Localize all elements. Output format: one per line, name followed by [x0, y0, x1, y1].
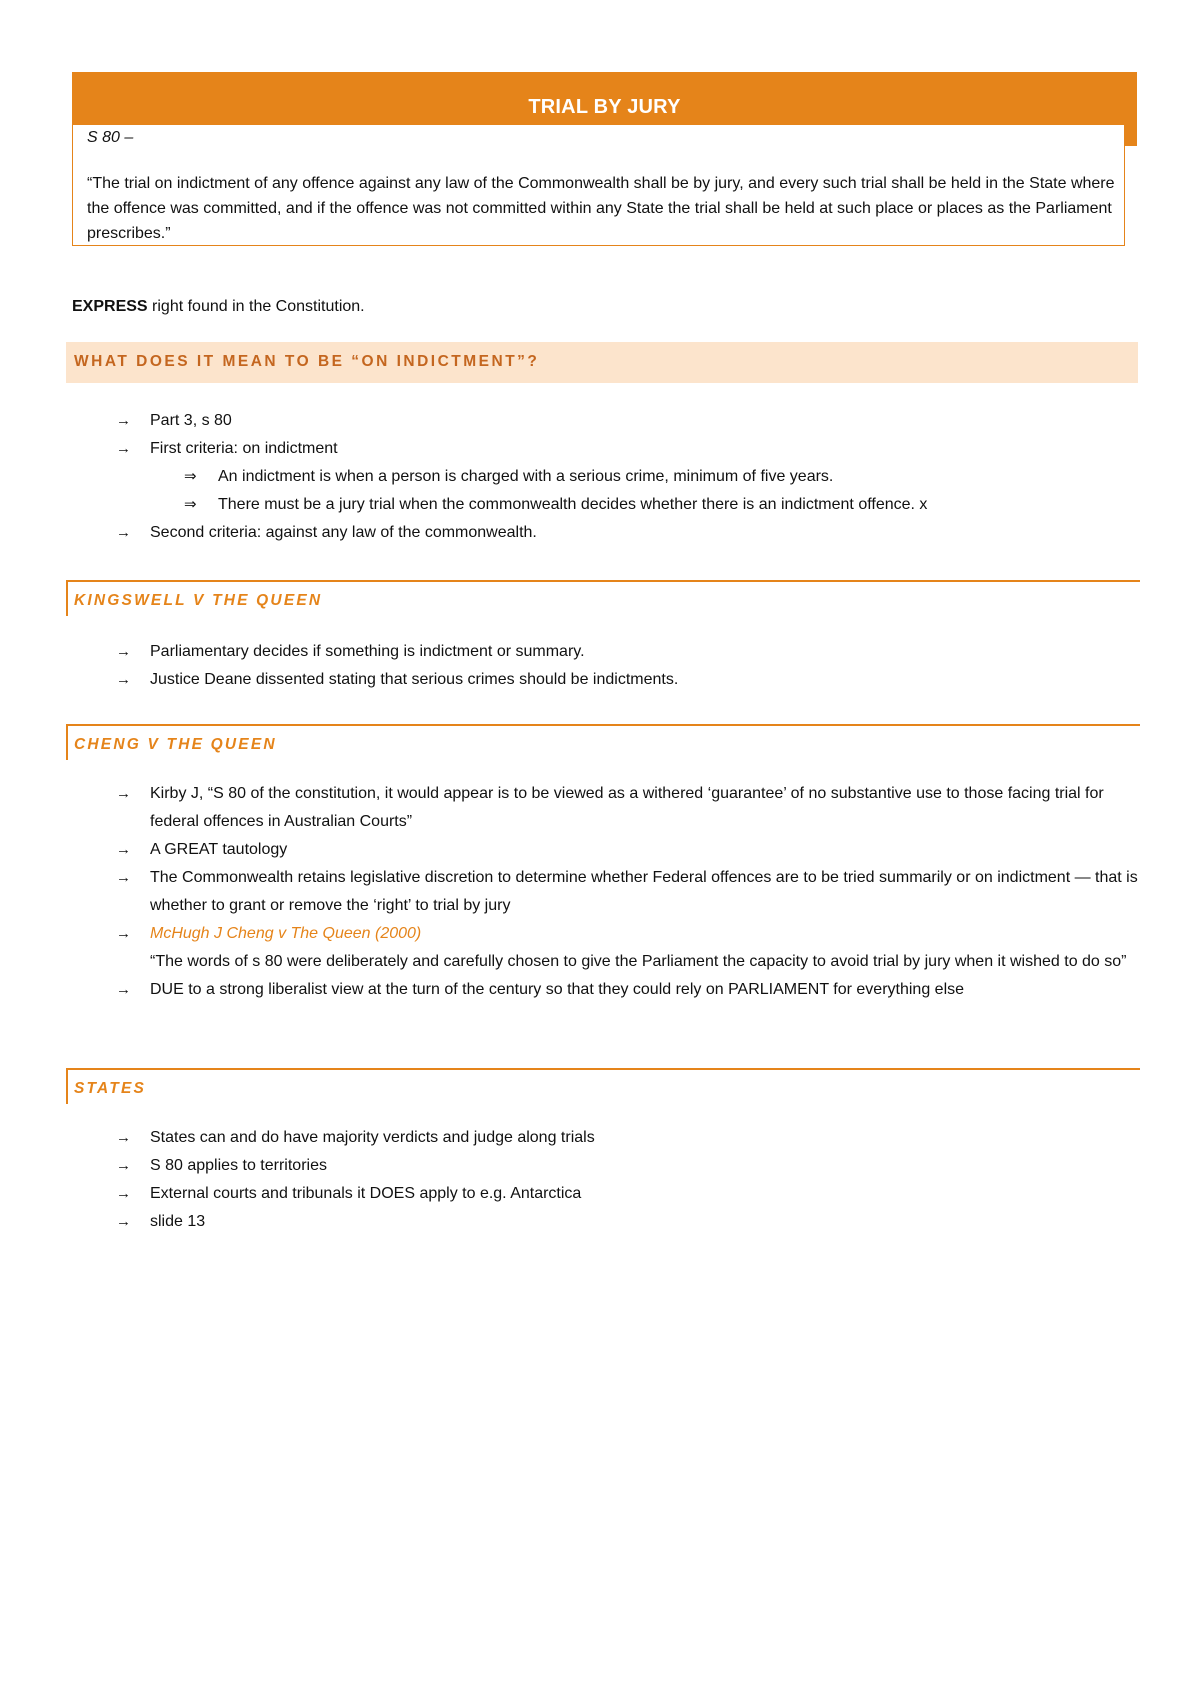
- double-arrow-icon: ⇒: [184, 468, 197, 485]
- arrow-icon: →: [116, 412, 131, 429]
- heading-on-indictment: [66, 342, 1138, 383]
- arrow-icon: →: [116, 841, 131, 858]
- section-reference: S 80 –: [87, 129, 134, 146]
- double-arrow-icon: ⇒: [184, 496, 197, 513]
- arrow-icon: →: [116, 1129, 131, 1146]
- indictment-list: [72, 407, 1132, 547]
- cheng-list: [72, 780, 1142, 1004]
- list-item: → Parliamentary decides if something is indictment or summary.: [72, 638, 1132, 666]
- heading-kingswell-text: KINGSWELL V THE QUEEN: [74, 592, 323, 609]
- kingswell-list: [72, 638, 1132, 694]
- arrow-icon: →: [116, 869, 131, 886]
- arrow-icon: →: [116, 440, 131, 457]
- express-rest: right found in the Constitution.: [147, 298, 365, 315]
- list-item: → External courts and tribunals it DOES apply to e.g. Antarctica: [72, 1180, 1132, 1208]
- sub-list-item: ⇒ An indictment is when a person is charged with a serious crime, minimum of five years.: [72, 463, 1132, 491]
- arrow-icon: →: [116, 1213, 131, 1230]
- case-citation: McHugh J Cheng v The Queen (2000): [150, 925, 422, 942]
- list-item: → S 80 applies to territories: [72, 1152, 1132, 1180]
- arrow-icon: →: [116, 671, 131, 688]
- heading-cheng: [66, 724, 1140, 760]
- list-item: → Second criteria: against any law of the commonwealth.: [72, 519, 1132, 547]
- express-bold: EXPRESS: [72, 298, 148, 315]
- arrow-icon: →: [116, 524, 131, 541]
- list-item: → DUE to a strong liberalist view at the turn of the century so that they could rely on PARLIAMENT for everything else: [72, 976, 1142, 1004]
- list-item: → States can and do have majority verdicts and judge along trials: [72, 1124, 1132, 1152]
- heading-states: [66, 1068, 1140, 1104]
- heading-states-text: STATES: [74, 1080, 147, 1097]
- heading-kingswell: [66, 580, 1140, 616]
- list-item: → First criteria: on indictment: [72, 435, 1132, 463]
- list-item: → Kirby J, “S 80 of the constitution, it would appear is to be viewed as a withered ‘guarantee’ of no substantive use to those facing trial for federal offences in Australian Courts”: [72, 780, 1142, 836]
- arrow-icon: →: [116, 1157, 131, 1174]
- list-item: → Part 3, s 80: [72, 407, 1132, 435]
- page-title: TRIAL BY JURY: [528, 96, 681, 118]
- mchugh-quote: “The words of s 80 were deliberately and carefully chosen to give the Parliament the capacity to avoid trial by jury when it wished to do so”: [150, 953, 1127, 970]
- arrow-icon: →: [116, 925, 131, 942]
- constitution-quote-box: [72, 125, 1125, 246]
- sub-list-item: ⇒ There must be a jury trial when the commonwealth decides whether there is an indictment offence. x: [72, 491, 1132, 519]
- heading-cheng-text: CHENG V THE QUEEN: [74, 736, 277, 753]
- arrow-icon: →: [116, 981, 131, 998]
- list-item: → slide 13: [72, 1208, 1132, 1236]
- constitution-quote: “The trial on indictment of any offence against any law of the Commonwealth shall be by jury, and every such trial shall be held in the State where the offence was committed, and if the offence was not committed within any State the trial shall be held at such place or places as the Parliament prescribes.”: [87, 175, 1115, 242]
- arrow-icon: →: [116, 785, 131, 802]
- list-item: [72, 920, 1142, 976]
- list-item: → The Commonwealth retains legislative discretion to determine whether Federal offences are to be tried summarily or on indictment — that is whether to grant or remove the ‘right’ to trial by jury: [72, 864, 1142, 920]
- states-list: [72, 1124, 1132, 1236]
- list-item: → Justice Deane dissented stating that serious crimes should be indictments.: [72, 666, 1132, 694]
- express-right-note: [72, 298, 365, 316]
- arrow-icon: →: [116, 1185, 131, 1202]
- arrow-icon: →: [116, 643, 131, 660]
- heading-on-indictment-text: WHAT DOES IT MEAN TO BE “ON INDICTMENT”?: [74, 353, 540, 370]
- list-item: → A GREAT tautology: [72, 836, 1142, 864]
